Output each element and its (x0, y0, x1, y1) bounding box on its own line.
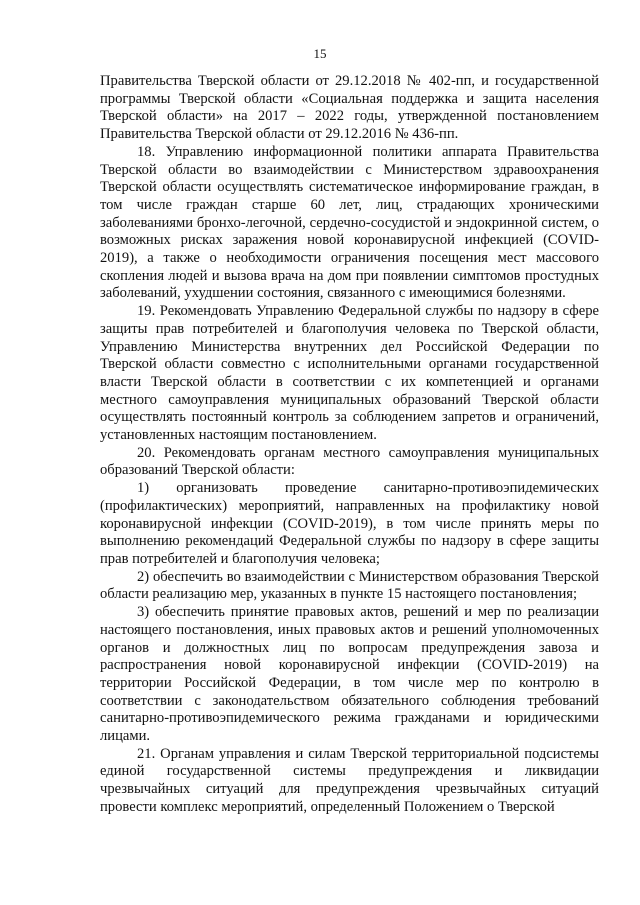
document-body (100, 73, 599, 817)
page-number: 15 (313, 46, 327, 61)
paragraph-item-18: 18. Управлению информационной политики аппарата Правительства Тверской области во взаимодействии с Министерством здравоохранения Тверской области осуществлять систематическое информирование граждан, в том числе граждан старше 60 лет, лиц, страдающих хроническими заболеваниями бронхо-легочной, сердечно-сосудистой и эндокринной систем, о возможных рисках заражения новой коронавирусной инфекцией (COVID-2019), а также о необходимости ограничения посещения мест массового скопления людей и вызова врача на дом при появлении симптомов простудных заболеваний, ухудшении состояния, связанного с имеющимися болезнями. (100, 143, 599, 302)
paragraph-item-20: 20. Рекомендовать органам местного самоуправления муниципальных образований Тверской области: (100, 444, 599, 479)
paragraph-item-20-3: 3) обеспечить принятие правовых актов, решений и мер по реализации настоящего постановления, иных правовых актов и решений уполномоченных органов и должностных лиц по вопросам предупреждения завоза и распространения новой коронавирусной инфекции (COVID-2019) на территории Российской Федерации, в том числе мер по контролю в соответствии с законодательством обязательного соблюдения требований санитарно-противоэпидемического режима гражданами и юридическими лицами. (100, 604, 599, 745)
paragraph-item-20-2: 2) обеспечить во взаимодействии с Министерством образования Тверской области реализацию мер, указанных в пункте 15 настоящего постановления; (100, 568, 599, 603)
paragraph-item-21: 21. Органам управления и силам Тверской территориальной подсистемы единой государственной системы предупреждения и ликвидации чрезвычайных ситуаций для предупреждения чрезвычайных ситуаций провести комплекс мероприятий, определенный Положением о Тверской (100, 745, 599, 815)
paragraph-continuation: Правительства Тверской области от 29.12.2018 № 402-пп, и государственной программы Тверской области «Социальная поддержка и защита населения Тверской области» на 2017 – 2022 годы, утвержденной постановлением Правительства Тверской области от 29.12.2016 № 436-пп. (100, 73, 599, 143)
paragraph-item-20-1: 1) организовать проведение санитарно-противоэпидемических (профилактических) мероприятий, направленных на профилактику новой коронавирусной инфекции (COVID-2019), в том числе принять меры по выполнению рекомендаций Федеральной службы по надзору в сфере защиты прав потребителей и благополучия человека; (100, 480, 599, 567)
paragraph-item-19: 19. Рекомендовать Управлению Федеральной службы по надзору в сфере защиты прав потребителей и благополучия человека по Тверской области, Управлению Министерства внутренних дел Российской Федерации по Тверской области совместно с исполнительными органами государственной власти Тверской области в соответствии с их компетенцией и органами местного самоуправления муниципальных образований Тверской области осуществлять постоянный контроль за соблюдением запретов и ограничений, установленных настоящим постановлением. (100, 303, 599, 444)
